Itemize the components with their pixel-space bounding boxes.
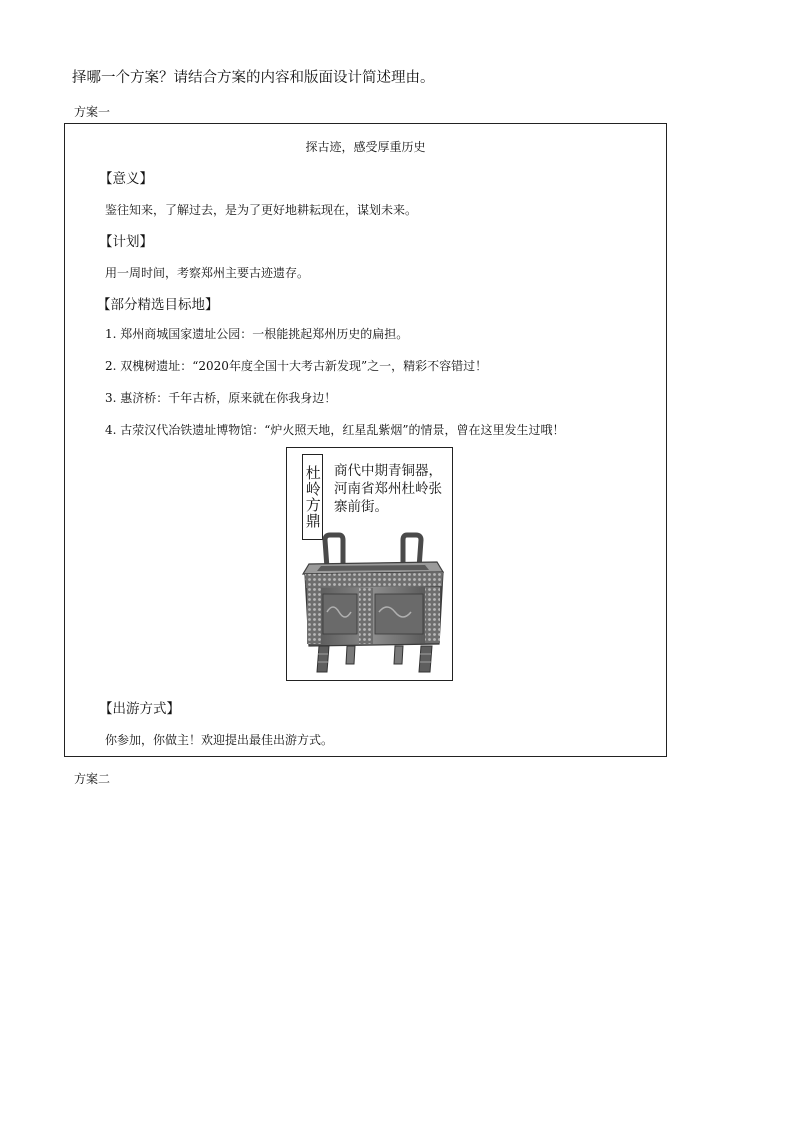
- plan1-box: [64, 123, 667, 757]
- destination-item: 2. 双槐树遗址：“2020年度全国十大考古新发现”之一，精彩不容错过！: [105, 359, 488, 373]
- question-prompt: 择哪一个方案？请结合方案的内容和版面设计简述理由。: [72, 70, 435, 86]
- section-plan-text: 用一周时间，考察郑州主要古迹遗存。: [105, 266, 310, 280]
- plan1-label: 方案一: [74, 105, 111, 119]
- section-destinations-heading: 【部分精选目标地】: [97, 297, 219, 313]
- destination-item: 1. 郑州商城国家遗址公园：一根能挑起郑州历史的扁担。: [105, 327, 409, 341]
- section-meaning-text: 鉴往知来，了解过去，是为了更好地耕耘现在，谋划未来。: [105, 203, 418, 217]
- figure-caption: 商代中期青铜器，河南省郑州杜岭张寨前街。: [334, 463, 442, 515]
- destination-item: 3. 惠济桥：千年古桥，原来就在你我身边！: [105, 391, 337, 405]
- plan2-label: 方案二: [74, 772, 111, 786]
- section-plan-heading: 【计划】: [99, 234, 153, 250]
- section-travel-text: 你参加，你做主！欢迎提出最佳出游方式。: [105, 733, 334, 747]
- section-meaning-heading: 【意义】: [99, 171, 153, 187]
- destination-item: 4. 古荥汉代冶铁遗址博物馆：“炉火照天地，红星乱紫烟”的情景，曾在这里发生过哦！: [105, 423, 565, 437]
- ding-figure: [286, 447, 453, 681]
- section-travel-heading: 【出游方式】: [99, 701, 180, 717]
- figure-name: 杜岭方鼎: [302, 454, 323, 540]
- plan1-title: 探古迹，感受厚重历史: [305, 140, 426, 154]
- bronze-ding-icon: [297, 532, 452, 674]
